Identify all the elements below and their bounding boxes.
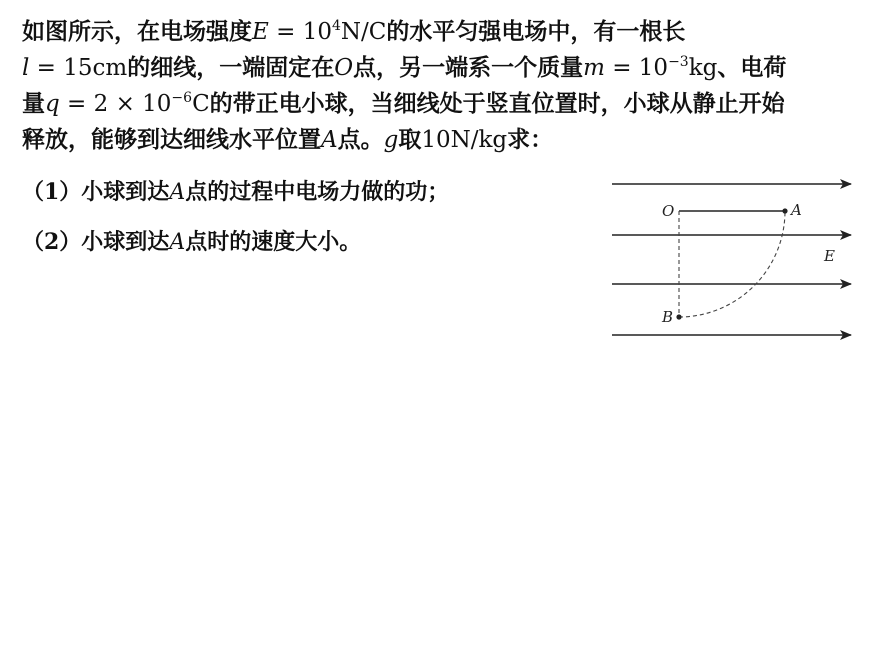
gravity-symbol: g [383,127,399,153]
point-a-symbol: A [169,230,186,255]
problem-line-4 [22,122,882,158]
question-1-prefix: （1）小球到达 [22,179,170,205]
point-b-dot [676,314,681,319]
charge-value: = 2 × 10 [59,91,172,117]
mass-value: = 10 [604,55,669,81]
text-segment: 点，另一端系一个质量 [353,54,584,81]
problem-statement [22,14,882,158]
text-segment: 的细线，一端固定在 [127,54,335,81]
electric-field-diagram [604,166,860,346]
label-e: E [824,247,835,265]
point-o-symbol: O [334,55,354,81]
question-1-text: 点的过程中电场力做的功； [185,179,450,205]
text-segment: 、电荷 [717,54,787,81]
label-o: O [662,202,675,220]
question-2-text: 点时的速度大小。 [185,229,362,255]
text-segment: 点。 [337,126,384,153]
label-a: A [791,201,802,219]
point-a-symbol: A [169,180,186,205]
length-value: = 15cm [29,55,128,81]
field-strength-value: = 10 [268,19,332,45]
text-segment: 取 [398,126,422,153]
mass-symbol: m [583,55,605,81]
charge-symbol: q [45,91,60,117]
question-2-prefix: （2）小球到达 [22,229,170,255]
mass-unit: kg [688,55,718,81]
problem-line-1 [22,14,882,50]
field-strength-symbol: E [252,19,269,45]
text-segment: 如图所示，在电场强度 [22,18,252,45]
question-2 [22,226,361,259]
field-strength-unit: N/C [340,19,387,45]
point-a-dot [782,208,787,213]
text-segment: 求： [507,126,554,153]
question-1 [22,176,449,209]
text-segment: 的带正电小球，当细线处于竖直位置时，小球从静止开始 [209,90,785,117]
point-a-symbol: A [321,127,338,153]
label-b: B [662,308,674,326]
exponent: 4 [331,18,341,34]
text-segment: 量 [22,90,45,117]
exponent: −6 [171,90,193,106]
length-symbol: l [22,55,30,81]
problem-line-3 [22,86,882,122]
swing-arc-dashed [679,211,785,317]
charge-unit: C [192,91,210,117]
exponent: −3 [668,54,689,70]
problem-line-2 [22,50,882,86]
text-segment: 释放，能够到达细线水平位置 [22,126,321,153]
gravity-value: 10N/kg [421,127,508,153]
text-segment: 的水平匀强电场中，有一根长 [386,18,686,45]
